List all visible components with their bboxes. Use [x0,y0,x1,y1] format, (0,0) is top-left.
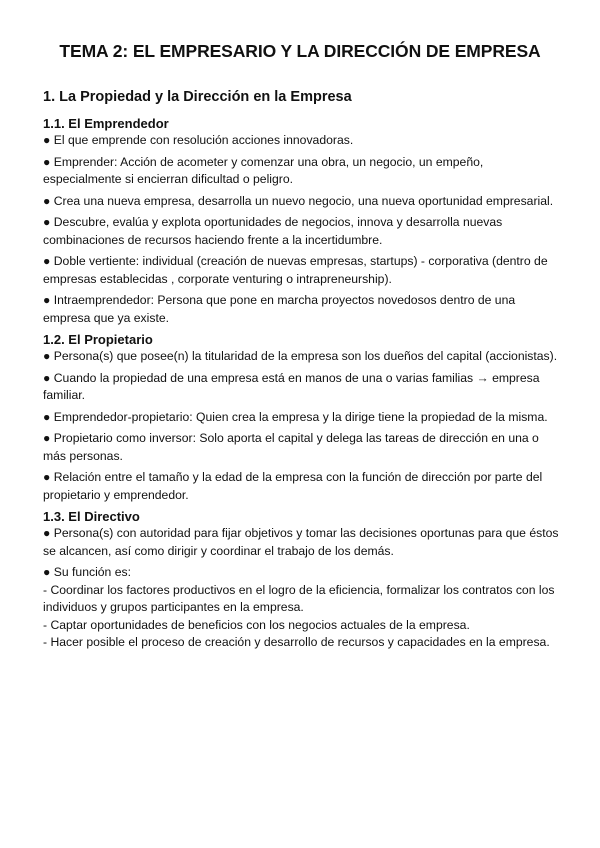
paragraph: ● Doble vertiente: individual (creación de nuevas empresas, startups) - corporativa (dentro de empresas establecidas , corporate venturing o intrapreneurship). [43,254,548,286]
subsection-heading: 1.3. El Directivo [43,509,140,524]
section-emprendedor [43,115,563,327]
function-item: - Coordinar los factores productivos en el logro de la eficiencia, formalizar los contratos con los individuos y grupos participantes en la empresa. [43,582,555,614]
paragraph: ● El que emprende con resolución acciones innovadoras. [43,133,354,147]
paragraph: ● Propietario como inversor: Solo aporta el capital y delega las tareas de dirección en una o más personas. [43,431,539,463]
section-propietario [43,331,563,504]
paragraph: ● Cuando la propiedad de una empresa está en manos de una o varias familias → empresa familiar. [43,370,540,402]
document-content [43,87,563,652]
paragraph: ● Intraemprendedor: Persona que pone en marcha proyectos novedosos dentro de una empresa que ya existe. [43,293,516,325]
subsection-heading: 1.1. El Emprendedor [43,116,169,131]
section-heading-1: 1. La Propiedad y la Dirección en la Empresa [43,89,352,105]
paragraph: ● Persona(s) que posee(n) la titularidad de la empresa son los dueños del capital (accionistas). [43,349,558,363]
function-intro: ● Su función es: [43,565,131,579]
paragraph: ● Crea una nueva empresa, desarrolla un nuevo negocio, una nueva oportunidad empresarial. [43,193,554,208]
paragraph: ● Descubre, evalúa y explota oportunidades de negocios, innova y desarrolla nuevas combinaciones de recursos haciendo frente a la incertidumbre. [43,215,503,247]
paragraph: ● Emprender: Acción de acometer y comenzar una obra, un negocio, un empeño, especialmente si encierran dificultad o peligro. [43,154,484,186]
subsection-heading: 1.2. El Propietario [43,332,153,347]
paragraph: ● Emprendedor-propietario: Quien crea la empresa y la dirige tiene la propiedad de la misma. [43,409,548,424]
paragraph: ● Relación entre el tamaño y la edad de la empresa con la función de dirección por parte del propietario y emprendedor. [43,470,543,502]
function-item: - Captar oportunidades de beneficios con los negocios actuales de la empresa. [43,617,470,632]
paragraph: ● Persona(s) con autoridad para fijar objetivos y tomar las decisiones oportunas para que éstos se alcancen, así como dirigir y coordinar el trabajo de los demás. [43,526,559,558]
section-directivo [43,508,563,652]
function-item: - Hacer posible el proceso de creación y desarrollo de recursos y capacidades en la empresa. [43,635,550,649]
document-title: TEMA 2: EL EMPRESARIO Y LA DIRECCIÓN DE EMPRESA [59,41,541,61]
